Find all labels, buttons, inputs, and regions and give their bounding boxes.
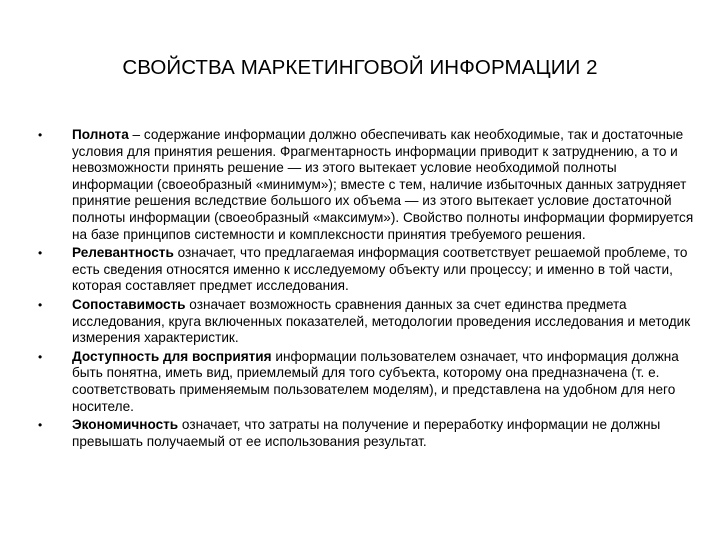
list-item-relevance	[38, 245, 698, 295]
bullet-icon: •	[38, 349, 43, 364]
item-term: Доступность для восприятия	[72, 348, 272, 364]
item-text: информации пользователем означает, что информация должна быть понятна, иметь вид, приемлемый для того субъекта, которому она предназначена (т. е. соответствовать применяемым пользователем моделям), и представлена на удобном для него носителе.	[72, 348, 679, 414]
item-term: Экономичность	[72, 417, 179, 433]
bullet-icon: •	[38, 128, 43, 142]
bullet-icon: •	[38, 246, 43, 261]
bullet-icon: •	[38, 297, 43, 312]
list-item-accessibility	[38, 349, 698, 415]
bullet-icon: •	[38, 418, 43, 433]
item-text: – содержание информации должно обеспечивать как необходимые, так и достаточные условия для принятия решения. Фрагментарность информации приводит к затруднению, а то и невозможности принять решение — из этого вытекает условие необходимой полноты информации (своеобразный «минимум»); вместе с тем, наличие избыточных данных затрудняет принятие решения вследствие большого их объема — из этого вытекает условие достаточной полноты информации (своеобразный «максимум»). Свойство полноты информации формируется на базе принципов системности и комплексности принятия требуемого решения.	[72, 127, 694, 242]
item-text: означает, что предлагаемая информация соответствует решаемой проблеме, то есть сведения относятся именно к исследуемому объекту или процессу; и именно в той части, которая составляет предмет исследования.	[72, 245, 688, 294]
item-text: означает возможность сравнения данных за счет единства предмета исследования, круга включенных показателей, методологии проведения исследования и методик измерения характеристик.	[72, 296, 691, 346]
list-item-comparability	[38, 297, 698, 347]
item-term: Сопоставимость	[72, 296, 186, 312]
item-text: означает, что затраты на получение и переработку информации не должны превышать получаемый от ее использования результат.	[72, 417, 661, 449]
list-item-completeness	[38, 127, 698, 243]
item-term: Полнота	[72, 127, 129, 142]
item-term: Релевантность	[72, 245, 174, 261]
page-title: СВОЙСТВА МАРКЕТИНГОВОЙ ИНФОРМАЦИИ 2	[122, 56, 598, 79]
property-list	[38, 127, 698, 452]
list-item-cost-efficiency	[38, 417, 698, 450]
